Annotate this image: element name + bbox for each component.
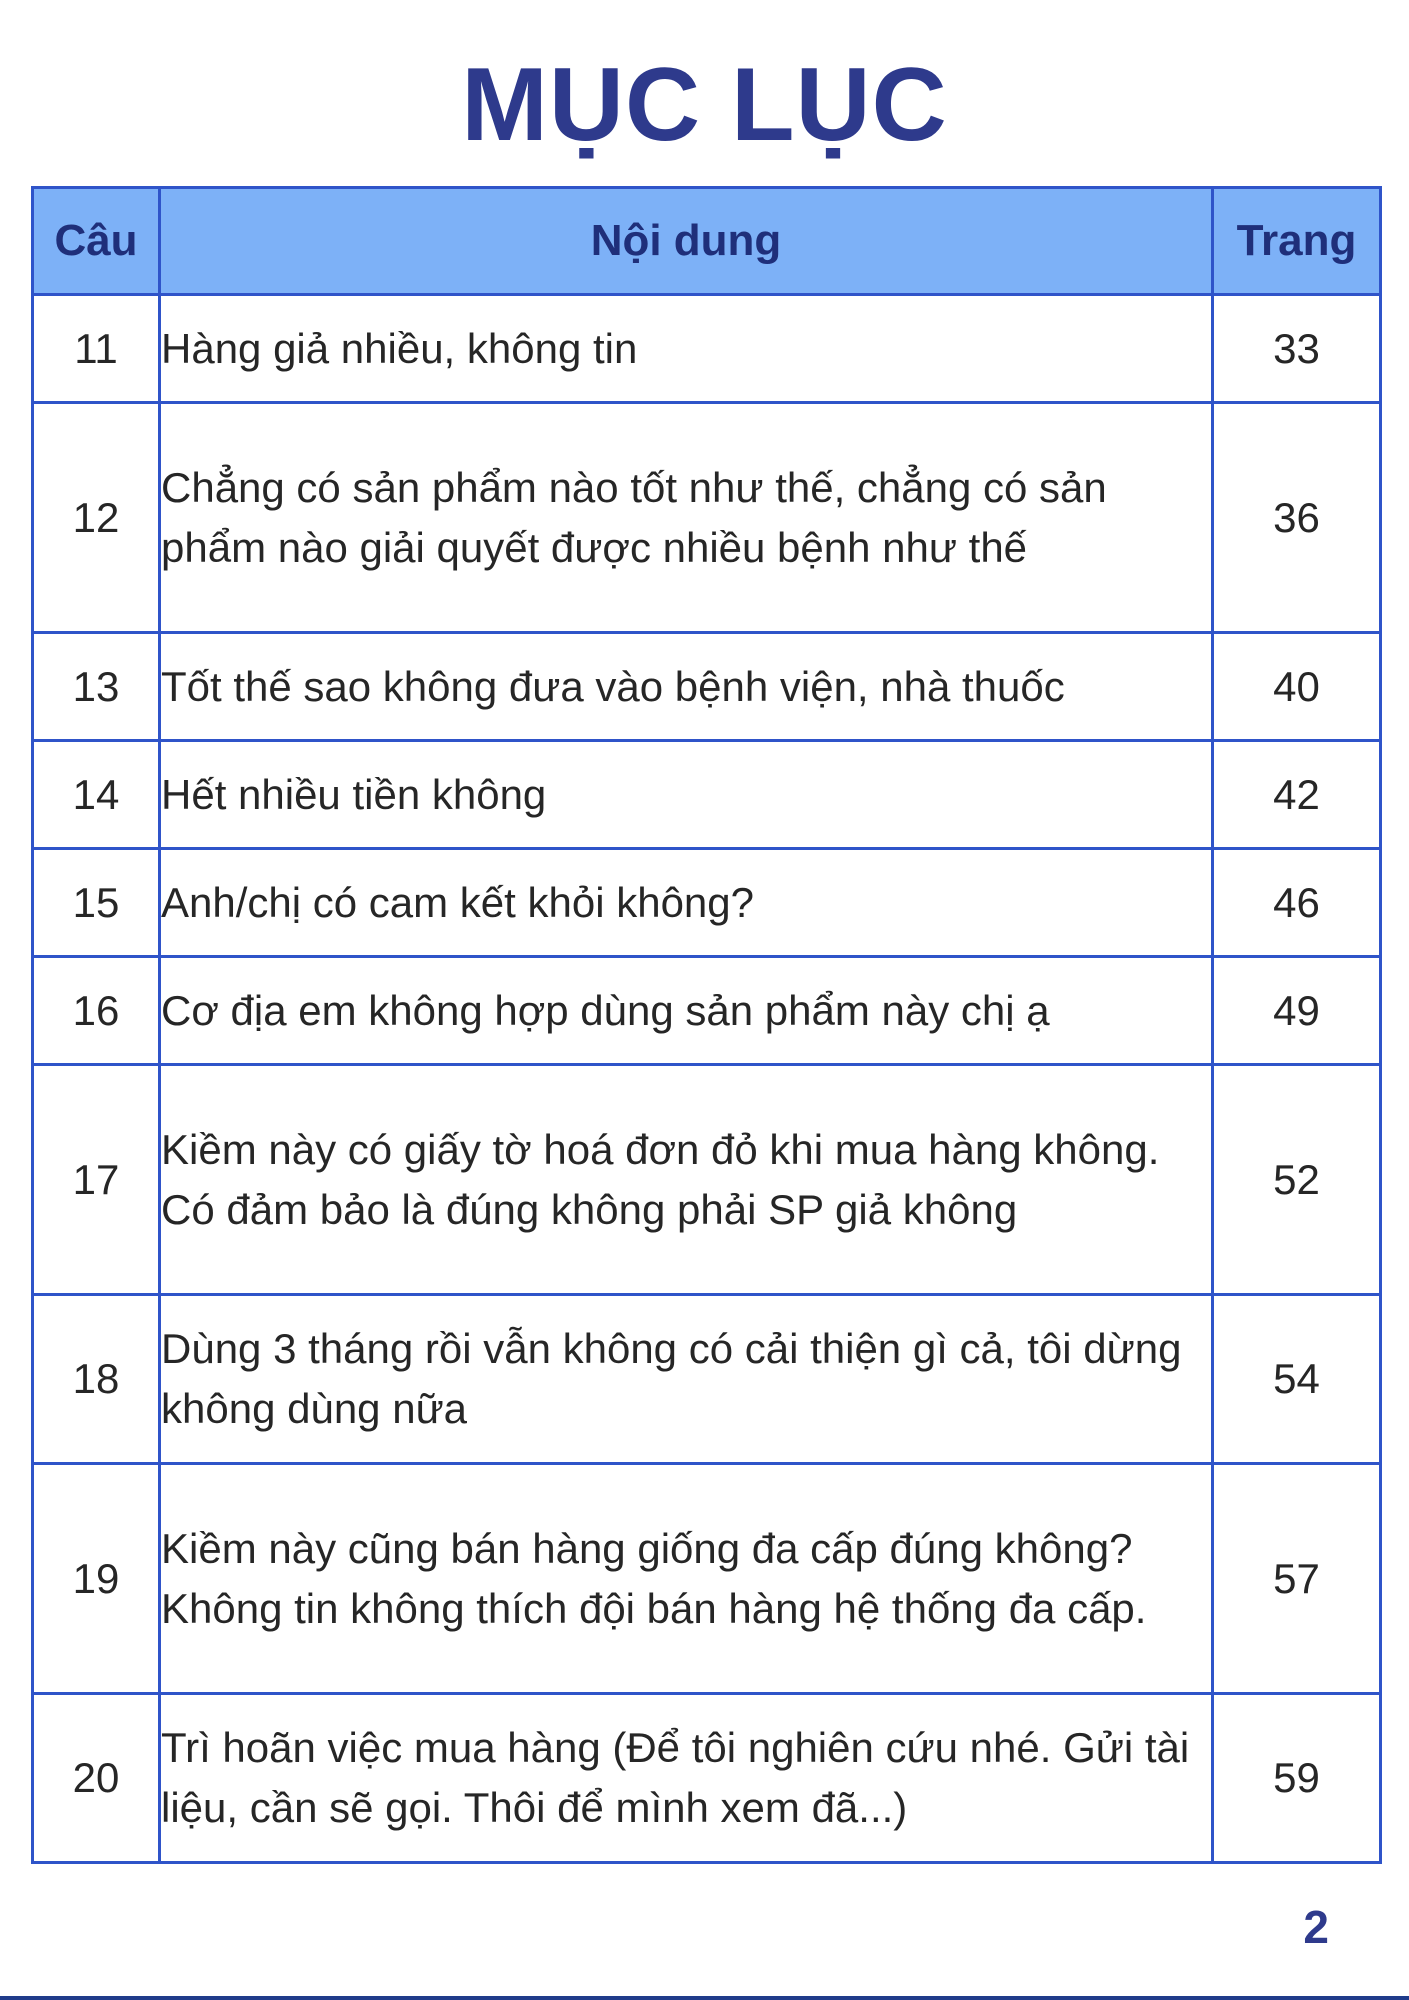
- table-of-contents: [31, 186, 1382, 1864]
- row-content: Dùng 3 tháng rồi vẫn không có cải thiện gì cả, tôi dừng không dùng nữa: [160, 1295, 1213, 1464]
- row-content: Hàng giả nhiều, không tin: [160, 295, 1213, 403]
- table-row[interactable]: [33, 957, 1381, 1065]
- table-row[interactable]: [33, 741, 1381, 849]
- row-num: 18: [33, 1295, 160, 1464]
- page-number: 2: [1303, 1901, 1329, 1953]
- table-row[interactable]: [33, 1694, 1381, 1863]
- row-content: Kiềm này có giấy tờ hoá đơn đỏ khi mua hàng không. Có đảm bảo là đúng không phải SP giả không: [160, 1065, 1213, 1295]
- row-content: Cơ địa em không hợp dùng sản phẩm này chị ạ: [160, 957, 1213, 1065]
- row-content: Kiềm này cũng bán hàng giống đa cấp đúng không? Không tin không thích đội bán hàng hệ thống đa cấp.: [160, 1464, 1213, 1694]
- page-title: MỤC LỤC: [461, 47, 948, 163]
- header-row: [33, 188, 1381, 295]
- row-num: 15: [33, 849, 160, 957]
- row-num: 14: [33, 741, 160, 849]
- row-page: 33: [1213, 295, 1381, 403]
- row-num: 17: [33, 1065, 160, 1295]
- row-page: 36: [1213, 403, 1381, 633]
- table-row[interactable]: [33, 849, 1381, 957]
- row-page: 59: [1213, 1694, 1381, 1863]
- header-content: Nội dung: [160, 188, 1213, 295]
- header-num: Câu: [33, 188, 160, 295]
- row-num: 20: [33, 1694, 160, 1863]
- header-page: Trang: [1213, 188, 1381, 295]
- row-content: Trì hoãn việc mua hàng (Để tôi nghiên cứu nhé. Gửi tài liệu, cần sẽ gọi. Thôi để mình xem đã...): [160, 1694, 1213, 1863]
- row-content: Chẳng có sản phẩm nào tốt như thế, chẳng có sản phẩm nào giải quyết được nhiều bệnh như thế: [160, 403, 1213, 633]
- row-num: 16: [33, 957, 160, 1065]
- row-page: 42: [1213, 741, 1381, 849]
- row-num: 19: [33, 1464, 160, 1694]
- row-num: 13: [33, 633, 160, 741]
- table-row[interactable]: [33, 1295, 1381, 1464]
- table-row[interactable]: [33, 403, 1381, 633]
- table-row[interactable]: [33, 633, 1381, 741]
- row-page: 49: [1213, 957, 1381, 1065]
- row-num: 12: [33, 403, 160, 633]
- row-content: Hết nhiều tiền không: [160, 741, 1213, 849]
- row-page: 40: [1213, 633, 1381, 741]
- row-page: 57: [1213, 1464, 1381, 1694]
- row-page: 54: [1213, 1295, 1381, 1464]
- row-page: 46: [1213, 849, 1381, 957]
- row-content: Anh/chị có cam kết khỏi không?: [160, 849, 1213, 957]
- row-content: Tốt thế sao không đưa vào bệnh viện, nhà thuốc: [160, 633, 1213, 741]
- row-num: 11: [33, 295, 160, 403]
- table-row[interactable]: [33, 1065, 1381, 1295]
- row-page: 52: [1213, 1065, 1381, 1295]
- table-row[interactable]: [33, 295, 1381, 403]
- table-row[interactable]: [33, 1464, 1381, 1694]
- bottom-divider: [0, 1996, 1409, 2000]
